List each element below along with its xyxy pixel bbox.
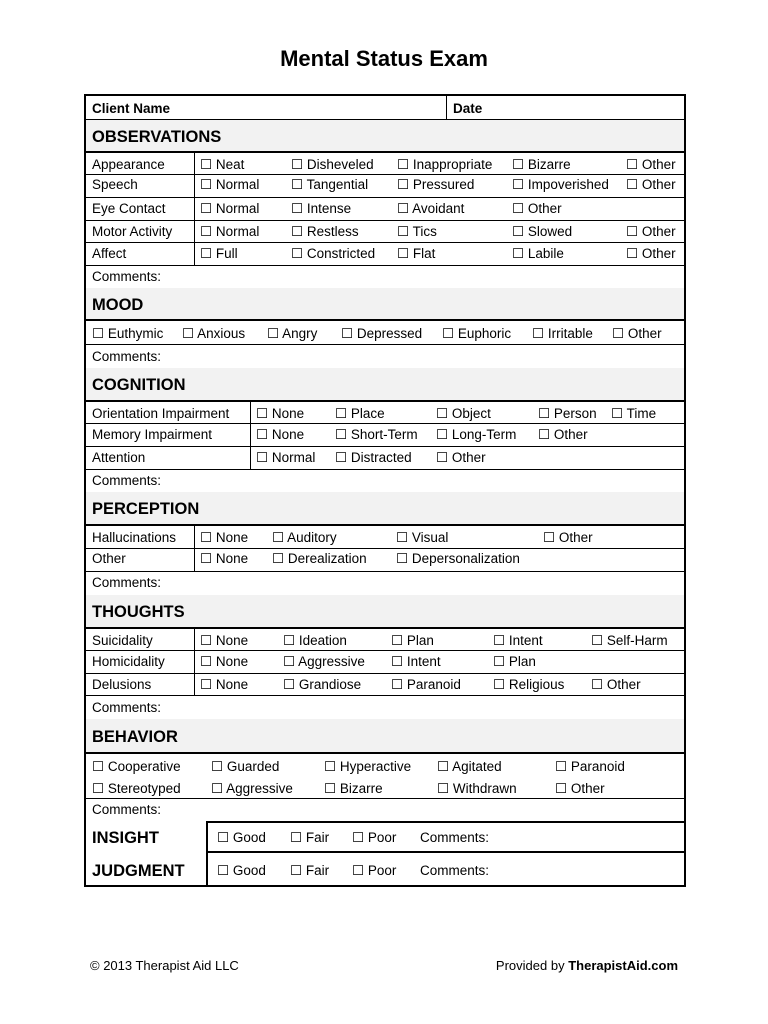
checkbox-option[interactable]: ☐ Plan (391, 633, 434, 648)
checkbox-option[interactable]: ☐ Other (626, 157, 676, 172)
mood-options-row (86, 321, 684, 345)
client-name-field[interactable]: Client Name (92, 101, 171, 116)
checkbox-option[interactable]: ☐ None (200, 677, 249, 692)
insight-heading: INSIGHT (92, 829, 159, 847)
cognition-heading-text: COGNITION (92, 376, 186, 394)
checkbox-option[interactable]: ☐ Other (626, 177, 676, 192)
checkbox-option[interactable]: ☐ None (200, 654, 249, 669)
row-label: Speech (92, 177, 138, 192)
divider (194, 243, 195, 265)
provided-by (496, 958, 678, 973)
thoughts-heading-text: THOUGHTS (92, 603, 185, 621)
divider (206, 851, 684, 853)
behavior-options (86, 754, 684, 799)
checkbox-option[interactable]: ☐ Other (591, 677, 641, 692)
checkbox-option[interactable]: ☐ Visual (396, 530, 449, 545)
observations-comments[interactable] (86, 266, 684, 288)
checkbox-option[interactable]: ☐ Inappropriate (397, 157, 493, 172)
checkbox-option[interactable]: ☐ Religious (493, 677, 565, 692)
mood-comments[interactable] (86, 345, 684, 368)
row-label: Delusions (92, 677, 152, 692)
insight-option[interactable]: ☐ Good (217, 830, 266, 845)
observations-heading (86, 120, 684, 153)
checkbox-option[interactable]: ☐ Distracted (335, 450, 412, 465)
checkbox-option[interactable]: ☐ Stereotyped (92, 781, 181, 796)
thoughts-row-delusions (86, 674, 684, 696)
checkbox-option[interactable]: ☐ Other (543, 530, 593, 545)
checkbox-option[interactable]: ☐ Person (538, 406, 597, 421)
checkbox-option[interactable]: ☐ None (256, 427, 305, 442)
checkbox-option[interactable]: ☐ Bizarre (512, 157, 571, 172)
checkbox-option[interactable]: ☐ Normal (200, 201, 260, 216)
behavior-heading-text: BEHAVIOR (92, 728, 178, 746)
cognition-heading (86, 368, 684, 402)
cognition-row-memory (86, 424, 684, 447)
thoughts-row-homicidality (86, 651, 684, 674)
checkbox-option[interactable]: ☐ Self-Harm (591, 633, 668, 648)
checkbox-option[interactable]: ☐ Object (436, 406, 491, 421)
comments-label: Comments: (92, 349, 162, 364)
checkbox-option[interactable]: ☐ Avoidant (397, 201, 465, 216)
observations-heading-text: OBSERVATIONS (92, 128, 222, 146)
checkbox-option[interactable]: ☐ Intent (391, 654, 441, 669)
perception-row-other (86, 549, 684, 572)
checkbox-option[interactable]: ☐ Cooperative (92, 759, 181, 774)
checkbox-option[interactable]: ☐ Hyperactive (324, 759, 412, 774)
checkbox-option[interactable]: ☐ Intent (493, 633, 543, 648)
divider (194, 651, 195, 673)
divider (194, 153, 195, 174)
checkbox-option[interactable]: ☐ Aggressive (211, 781, 293, 796)
checkbox-option[interactable]: ☐ Impoverished (512, 177, 609, 192)
checkbox-option[interactable]: ☐ None (200, 530, 249, 545)
provided-by-label: Provided by (495, 958, 565, 973)
checkbox-option[interactable]: ☐ Other (626, 224, 676, 239)
checkbox-option[interactable]: ☐ Disheveled (291, 157, 374, 172)
checkbox-option[interactable]: ☐ Anxious (182, 326, 246, 341)
brand-link[interactable]: TherapistAid.com (568, 958, 678, 973)
checkbox-option[interactable]: ☐ Withdrawn (437, 781, 517, 796)
insight-judgment-block (86, 821, 684, 887)
insight-comments[interactable]: Comments: (420, 830, 490, 845)
judgment-option[interactable]: ☐ Poor (352, 863, 397, 878)
thoughts-heading (86, 595, 684, 629)
checkbox-option[interactable]: ☐ Constricted (291, 246, 376, 261)
thoughts-comments[interactable] (86, 696, 684, 719)
divider (194, 674, 195, 695)
checkbox-option[interactable]: ☐ Auditory (272, 530, 337, 545)
checkbox-option[interactable]: ☐ Derealization (272, 551, 367, 566)
date-field[interactable]: Date (453, 101, 483, 116)
checkbox-option[interactable]: ☐ Tics (397, 224, 437, 239)
divider (194, 198, 195, 220)
checkbox-option[interactable]: ☐ Pressured (397, 177, 475, 192)
mood-heading (86, 288, 684, 321)
divider (250, 402, 251, 423)
checkbox-option[interactable]: ☐ Euphoric (442, 326, 512, 341)
divider (446, 96, 447, 119)
row-label: Hallucinations (92, 530, 177, 545)
checkbox-option[interactable]: ☐ Restless (291, 224, 359, 239)
judgment-option[interactable]: ☐ Fair (290, 863, 330, 878)
comments-label: Comments: (92, 269, 162, 284)
cognition-row-orientation (86, 402, 684, 424)
row-label: Motor Activity (92, 224, 173, 239)
checkbox-option[interactable]: ☐ Slowed (512, 224, 573, 239)
checkbox-option[interactable]: ☐ Time (611, 406, 657, 421)
divider (194, 549, 195, 571)
page-title: Mental Status Exam (280, 46, 488, 71)
comments-label: Comments: (92, 473, 162, 488)
checkbox-option[interactable]: ☐ None (200, 551, 249, 566)
checkbox-option[interactable]: ☐ Other (512, 201, 562, 216)
checkbox-option[interactable]: ☐ Long-Term (436, 427, 517, 442)
judgment-option[interactable]: ☐ Good (217, 863, 266, 878)
checkbox-option[interactable]: ☐ Short-Term (335, 427, 418, 442)
insight-option[interactable]: ☐ Fair (290, 830, 330, 845)
checkbox-option[interactable]: ☐ Other (555, 781, 605, 796)
behavior-comments[interactable] (86, 799, 684, 821)
checkbox-option[interactable]: ☐ None (200, 633, 249, 648)
divider (194, 629, 195, 650)
divider (194, 526, 195, 548)
checkbox-option[interactable]: ☐ Paranoid (555, 759, 625, 774)
comments-label: Comments: (92, 700, 162, 715)
checkbox-option[interactable]: ☐ Place (335, 406, 385, 421)
checkbox-option[interactable]: ☐ Paranoid (391, 677, 461, 692)
checkbox-option[interactable]: ☐ Other (612, 326, 662, 341)
row-label: Memory Impairment (92, 427, 213, 442)
checkbox-option[interactable]: ☐ Normal (200, 224, 260, 239)
checkbox-option[interactable]: ☐ Other (626, 246, 676, 261)
checkbox-option[interactable]: ☐ Ideation (283, 633, 347, 648)
row-label: Affect (92, 246, 127, 261)
checkbox-option[interactable]: ☐ Other (538, 427, 588, 442)
checkbox-option[interactable]: ☐ None (256, 406, 305, 421)
checkbox-option[interactable]: ☐ Angry (267, 326, 318, 341)
perception-heading (86, 492, 684, 526)
checkbox-option[interactable]: ☐ Euthymic (92, 326, 164, 341)
checkbox-option[interactable]: ☐ Grandiose (283, 677, 362, 692)
copyright-text: © 2013 Therapist Aid LLC (90, 958, 239, 973)
perception-row-hallucinations (86, 526, 684, 549)
checkbox-option[interactable]: ☐ Irritable (532, 326, 593, 341)
perception-comments[interactable] (86, 572, 684, 595)
cognition-comments[interactable] (86, 470, 684, 492)
cognition-row-attention (86, 447, 684, 470)
row-label: Attention (92, 450, 146, 465)
checkbox-option[interactable]: ☐ Labile (512, 246, 564, 261)
checkbox-option[interactable]: ☐ Depersonalization (396, 551, 520, 566)
divider (250, 424, 251, 446)
checkbox-option[interactable]: ☐ Normal (200, 177, 260, 192)
client-date-row (86, 96, 684, 120)
divider (250, 447, 251, 469)
checkbox-option[interactable]: ☐ Guarded (211, 759, 280, 774)
checkbox-option[interactable]: ☐ Other (436, 450, 486, 465)
divider (194, 175, 195, 197)
checkbox-option[interactable]: ☐ Tangential (291, 177, 369, 192)
observation-row-appearance (86, 153, 684, 175)
judgment-comments[interactable]: Comments: (420, 863, 490, 878)
comments-label: Comments: (92, 802, 162, 817)
row-label: Homicidality (92, 654, 165, 669)
divider (194, 221, 195, 242)
checkbox-option[interactable]: ☐ Depressed (341, 326, 423, 341)
thoughts-row-suicidality (86, 629, 684, 651)
checkbox-option[interactable]: ☐ Plan (493, 654, 536, 669)
observation-row-affect (86, 243, 684, 266)
checkbox-option[interactable]: ☐ Intense (291, 201, 352, 216)
row-label: Orientation Impairment (92, 406, 230, 421)
row-label: Other (92, 551, 126, 566)
row-label: Eye Contact (92, 201, 166, 216)
observation-row-speech (86, 175, 684, 198)
observation-row-eye-contact (86, 198, 684, 221)
checkbox-option[interactable]: ☐ Bizarre (324, 781, 383, 796)
checkbox-option[interactable]: ☐ Neat (200, 157, 245, 172)
checkbox-option[interactable]: ☐ Full (200, 246, 238, 261)
checkbox-option[interactable]: ☐ Agitated (437, 759, 502, 774)
row-label: Appearance (92, 157, 165, 172)
checkbox-option[interactable]: ☐ Aggressive (283, 654, 365, 669)
observation-row-motor-activity (86, 221, 684, 243)
comments-label: Comments: (92, 575, 162, 590)
row-label: Suicidality (92, 633, 153, 648)
insight-option[interactable]: ☐ Poor (352, 830, 397, 845)
mood-heading-text: MOOD (92, 296, 144, 314)
perception-heading-text: PERCEPTION (92, 500, 200, 518)
checkbox-option[interactable]: ☐ Flat (397, 246, 436, 261)
judgment-heading: JUDGMENT (92, 862, 185, 880)
mse-form (84, 94, 686, 887)
behavior-heading (86, 719, 684, 754)
checkbox-option[interactable]: ☐ Normal (256, 450, 316, 465)
